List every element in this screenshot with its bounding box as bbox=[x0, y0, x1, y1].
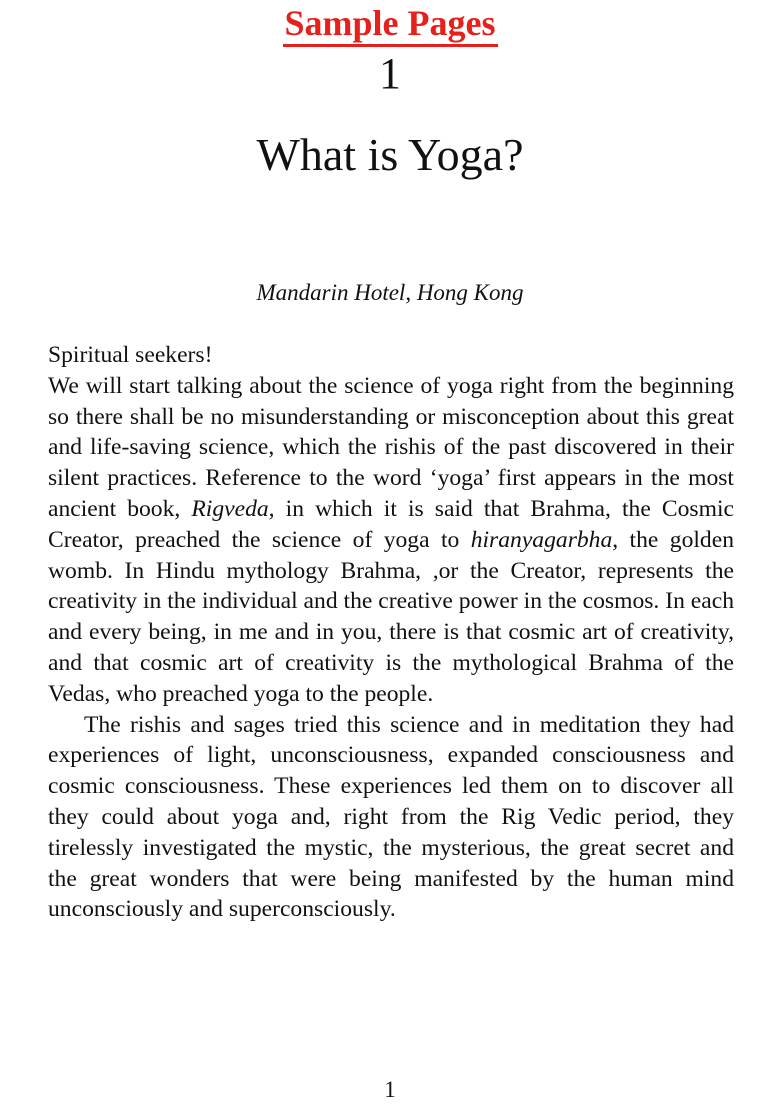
hiranyagarbha-term: hiranyagarbha bbox=[470, 526, 613, 553]
paragraph-2: The rishis and sages tried this science and in meditation they had experiences of light, unconsciousness, expanded consciousness and cosmic consciousness. These experiences led them on to discover all they could about yoga and, right from the Rig Vedic period, they tirelessly investigated the mystic, the mysterious, the great secret and the great wonders that were being manifested by the human mind unconsciously and superconsciously. bbox=[48, 711, 734, 923]
chapter-number: 1 bbox=[379, 49, 401, 98]
rigveda-term: Rigveda, bbox=[191, 495, 275, 522]
paragraph-1-text-b: in which it is said that Brahma, the Cosmic Creator, preached the science of yoga to bbox=[48, 495, 734, 553]
salutation: Spiritual seekers! bbox=[48, 342, 213, 368]
paragraph-1 bbox=[48, 371, 734, 710]
chapter-body bbox=[48, 340, 734, 925]
chapter-location: Mandarin Hotel, Hong Kong bbox=[256, 280, 524, 305]
paragraph-1-text-a: We will start talking about the science of yoga right from the beginning so there shall be no misunderstanding or misconception about this great and life-saving science, which the rishis of the past discovered in their silent practices. Reference to the word ‘yoga’ first appears in the most ancient book, bbox=[48, 372, 734, 522]
chapter-title: What is Yoga? bbox=[256, 129, 524, 180]
sample-pages-banner bbox=[0, 2, 780, 47]
sample-pages-label: Sample Pages bbox=[283, 2, 498, 47]
page-number: 1 bbox=[384, 1077, 396, 1102]
paragraph-1-text-c: , the golden womb. In Hindu mythology Brahma, ,or the Creator, represents the creativity in the individual and the creative power in the cosmos. In each and every being, in me and in you, there is that cosmic art of creativity, and that cosmic art of creativity is the mythological Brahma of the Vedas, who preached yoga to the people. bbox=[48, 526, 734, 707]
